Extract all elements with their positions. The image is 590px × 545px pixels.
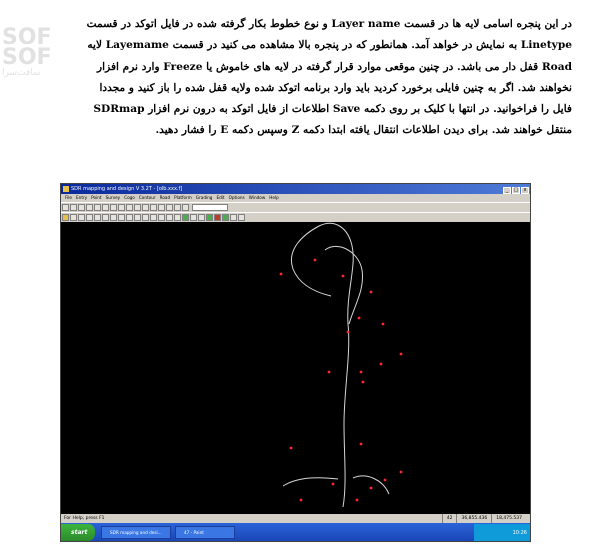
save-icon[interactable] <box>78 204 85 211</box>
status-count: 42 <box>442 514 457 523</box>
pointer-icon[interactable] <box>62 214 69 221</box>
measure-icon[interactable] <box>166 214 173 221</box>
menu-grading[interactable]: Grading <box>195 195 213 200</box>
survey-point <box>370 291 373 294</box>
status-bar <box>61 514 530 523</box>
paste-icon[interactable] <box>110 204 117 211</box>
point-icon[interactable] <box>86 214 93 221</box>
paragraph-line: در این پنجره اسامی لایه ها در قسمت Layer name و نوع خطوط بکار گرفته شده در فایل اتوکد در قسمت <box>86 18 572 30</box>
menu-contour[interactable]: Contour <box>138 195 156 200</box>
survey-point <box>280 273 283 276</box>
toolbar-main <box>61 202 530 212</box>
layers-icon[interactable] <box>230 214 237 221</box>
embedded-screenshot <box>60 183 531 542</box>
copy-icon[interactable] <box>102 204 109 211</box>
check-icon[interactable] <box>182 214 189 221</box>
watermark-logo: SOF SOF سافت‌سرا <box>2 25 52 78</box>
fillet-icon[interactable] <box>158 214 165 221</box>
menu-edit[interactable]: Edit <box>216 195 225 200</box>
options-icon[interactable] <box>238 214 245 221</box>
branch-left-line <box>283 478 338 486</box>
survey-point <box>360 443 363 446</box>
polyline-icon[interactable] <box>94 214 101 221</box>
system-tray <box>474 524 530 542</box>
reject-icon[interactable] <box>214 214 221 221</box>
survey-point <box>314 259 317 262</box>
survey-point <box>328 371 331 374</box>
survey-point <box>300 499 303 502</box>
grid-icon[interactable] <box>174 204 181 211</box>
line-icon[interactable] <box>70 214 77 221</box>
survey-point <box>382 323 385 326</box>
menu-window[interactable]: Window <box>248 195 266 200</box>
survey-point <box>342 275 345 278</box>
arc-icon[interactable] <box>78 214 85 221</box>
survey-point <box>332 483 335 486</box>
survey-points <box>280 259 403 502</box>
road-alignment-line <box>291 223 353 507</box>
help-icon[interactable] <box>182 204 189 211</box>
windows-taskbar <box>61 523 530 542</box>
survey-point <box>370 487 373 490</box>
zoom-out-icon[interactable] <box>142 204 149 211</box>
survey-point <box>356 499 359 502</box>
accept-icon[interactable] <box>206 214 213 221</box>
menu-point[interactable]: Point <box>91 195 102 200</box>
layer-select[interactable] <box>192 204 228 211</box>
menu-entry[interactable]: Entry <box>76 195 88 200</box>
undo-icon[interactable] <box>118 204 125 211</box>
paragraph-line: نخواهند شد. اگر به چنین فایلی برخورد کردید باید وارد برنامه اتوکد شده ولایه قفل شده را باز کنید و مجددا <box>99 81 572 94</box>
start-button[interactable]: start <box>61 524 95 541</box>
menu-help[interactable]: Help <box>269 195 279 200</box>
survey-point <box>362 381 365 384</box>
menu-cogo[interactable]: Cogo <box>124 195 135 200</box>
clock: 10:26 <box>512 530 527 536</box>
rotate-icon[interactable] <box>118 214 125 221</box>
toolbar-draw <box>61 212 530 222</box>
offset-icon[interactable] <box>150 214 157 221</box>
drawing-svg <box>61 222 530 514</box>
survey-point <box>400 471 403 474</box>
move-icon[interactable] <box>110 214 117 221</box>
trim-icon[interactable] <box>134 214 141 221</box>
redraw-icon[interactable] <box>166 204 173 211</box>
survey-point <box>358 317 361 320</box>
maximize-icon[interactable]: □ <box>513 187 519 193</box>
survey-point <box>384 479 387 482</box>
minimize-icon[interactable]: _ <box>503 187 511 194</box>
pan-icon[interactable] <box>158 204 165 211</box>
status-help-text: For Help, press F1 <box>64 516 105 521</box>
zoom-window-icon[interactable] <box>150 204 157 211</box>
survey-point <box>380 363 383 366</box>
new-file-icon[interactable] <box>62 204 69 211</box>
paragraph-line: منتقل خواهند شد. برای دیدن اطلاعات انتقال یافته ابتدا دکمه Z وسپس دکمه E را فشار دهید. <box>155 124 572 137</box>
close-icon[interactable]: x <box>521 187 529 194</box>
app-icon <box>63 186 69 192</box>
contour-icon[interactable] <box>190 214 197 221</box>
section-icon[interactable] <box>198 214 205 221</box>
run-icon[interactable] <box>222 214 229 221</box>
survey-point <box>360 371 363 374</box>
print-icon[interactable] <box>86 204 93 211</box>
paragraph-line: Road قفل دار می باشد. در چنین موقعی موارد قرار گرفته در لایه های خاموش یا Freeze وارد نرم افزار <box>97 60 572 73</box>
task-paint-button[interactable]: 47 - Paint <box>175 526 235 539</box>
survey-point <box>290 447 293 450</box>
menu-road[interactable]: Road <box>159 195 171 200</box>
menu-survey[interactable]: Survey <box>105 195 121 200</box>
paragraph-line: Linetype به نمایش در خواهد آمد. همانطور که در پنجره بالا مشاهده می کنید در قسمت Layemame لایه <box>87 39 572 52</box>
menu-file[interactable]: File <box>65 195 73 200</box>
drawing-lines <box>283 223 389 507</box>
redo-icon[interactable] <box>126 204 133 211</box>
zoom-in-icon[interactable] <box>134 204 141 211</box>
branch-right-line <box>353 476 389 494</box>
delete-icon[interactable] <box>126 214 133 221</box>
open-file-icon[interactable] <box>70 204 77 211</box>
menu-options[interactable]: Options <box>228 195 245 200</box>
menu-platform[interactable]: Platform <box>174 195 192 200</box>
extend-icon[interactable] <box>142 214 149 221</box>
survey-point <box>347 331 350 334</box>
task-sdr-button[interactable]: SDR mapping and desi... <box>101 526 171 539</box>
cut-icon[interactable] <box>94 204 101 211</box>
survey-point <box>400 353 403 356</box>
status-x-coordinate: 36,855.436 <box>456 514 491 523</box>
window-title: SDR mapping and design V 3.2T - [olb.xxx.f] <box>71 186 183 192</box>
document-paragraph <box>22 14 572 142</box>
snap-icon[interactable] <box>174 214 181 221</box>
menu-bar <box>61 194 530 202</box>
window-titlebar <box>61 184 530 194</box>
drawing-canvas[interactable] <box>61 222 530 514</box>
paragraph-line: فایل را فراخوانید. در انتها با کلیک بر روی دکمه Save اطلاعات از فایل اتوکد به درون نرم افزار SDRmap <box>93 103 572 116</box>
boundary-line <box>325 246 363 324</box>
text-icon[interactable] <box>102 214 109 221</box>
status-y-coordinate: 18,475.537 <box>491 514 526 523</box>
